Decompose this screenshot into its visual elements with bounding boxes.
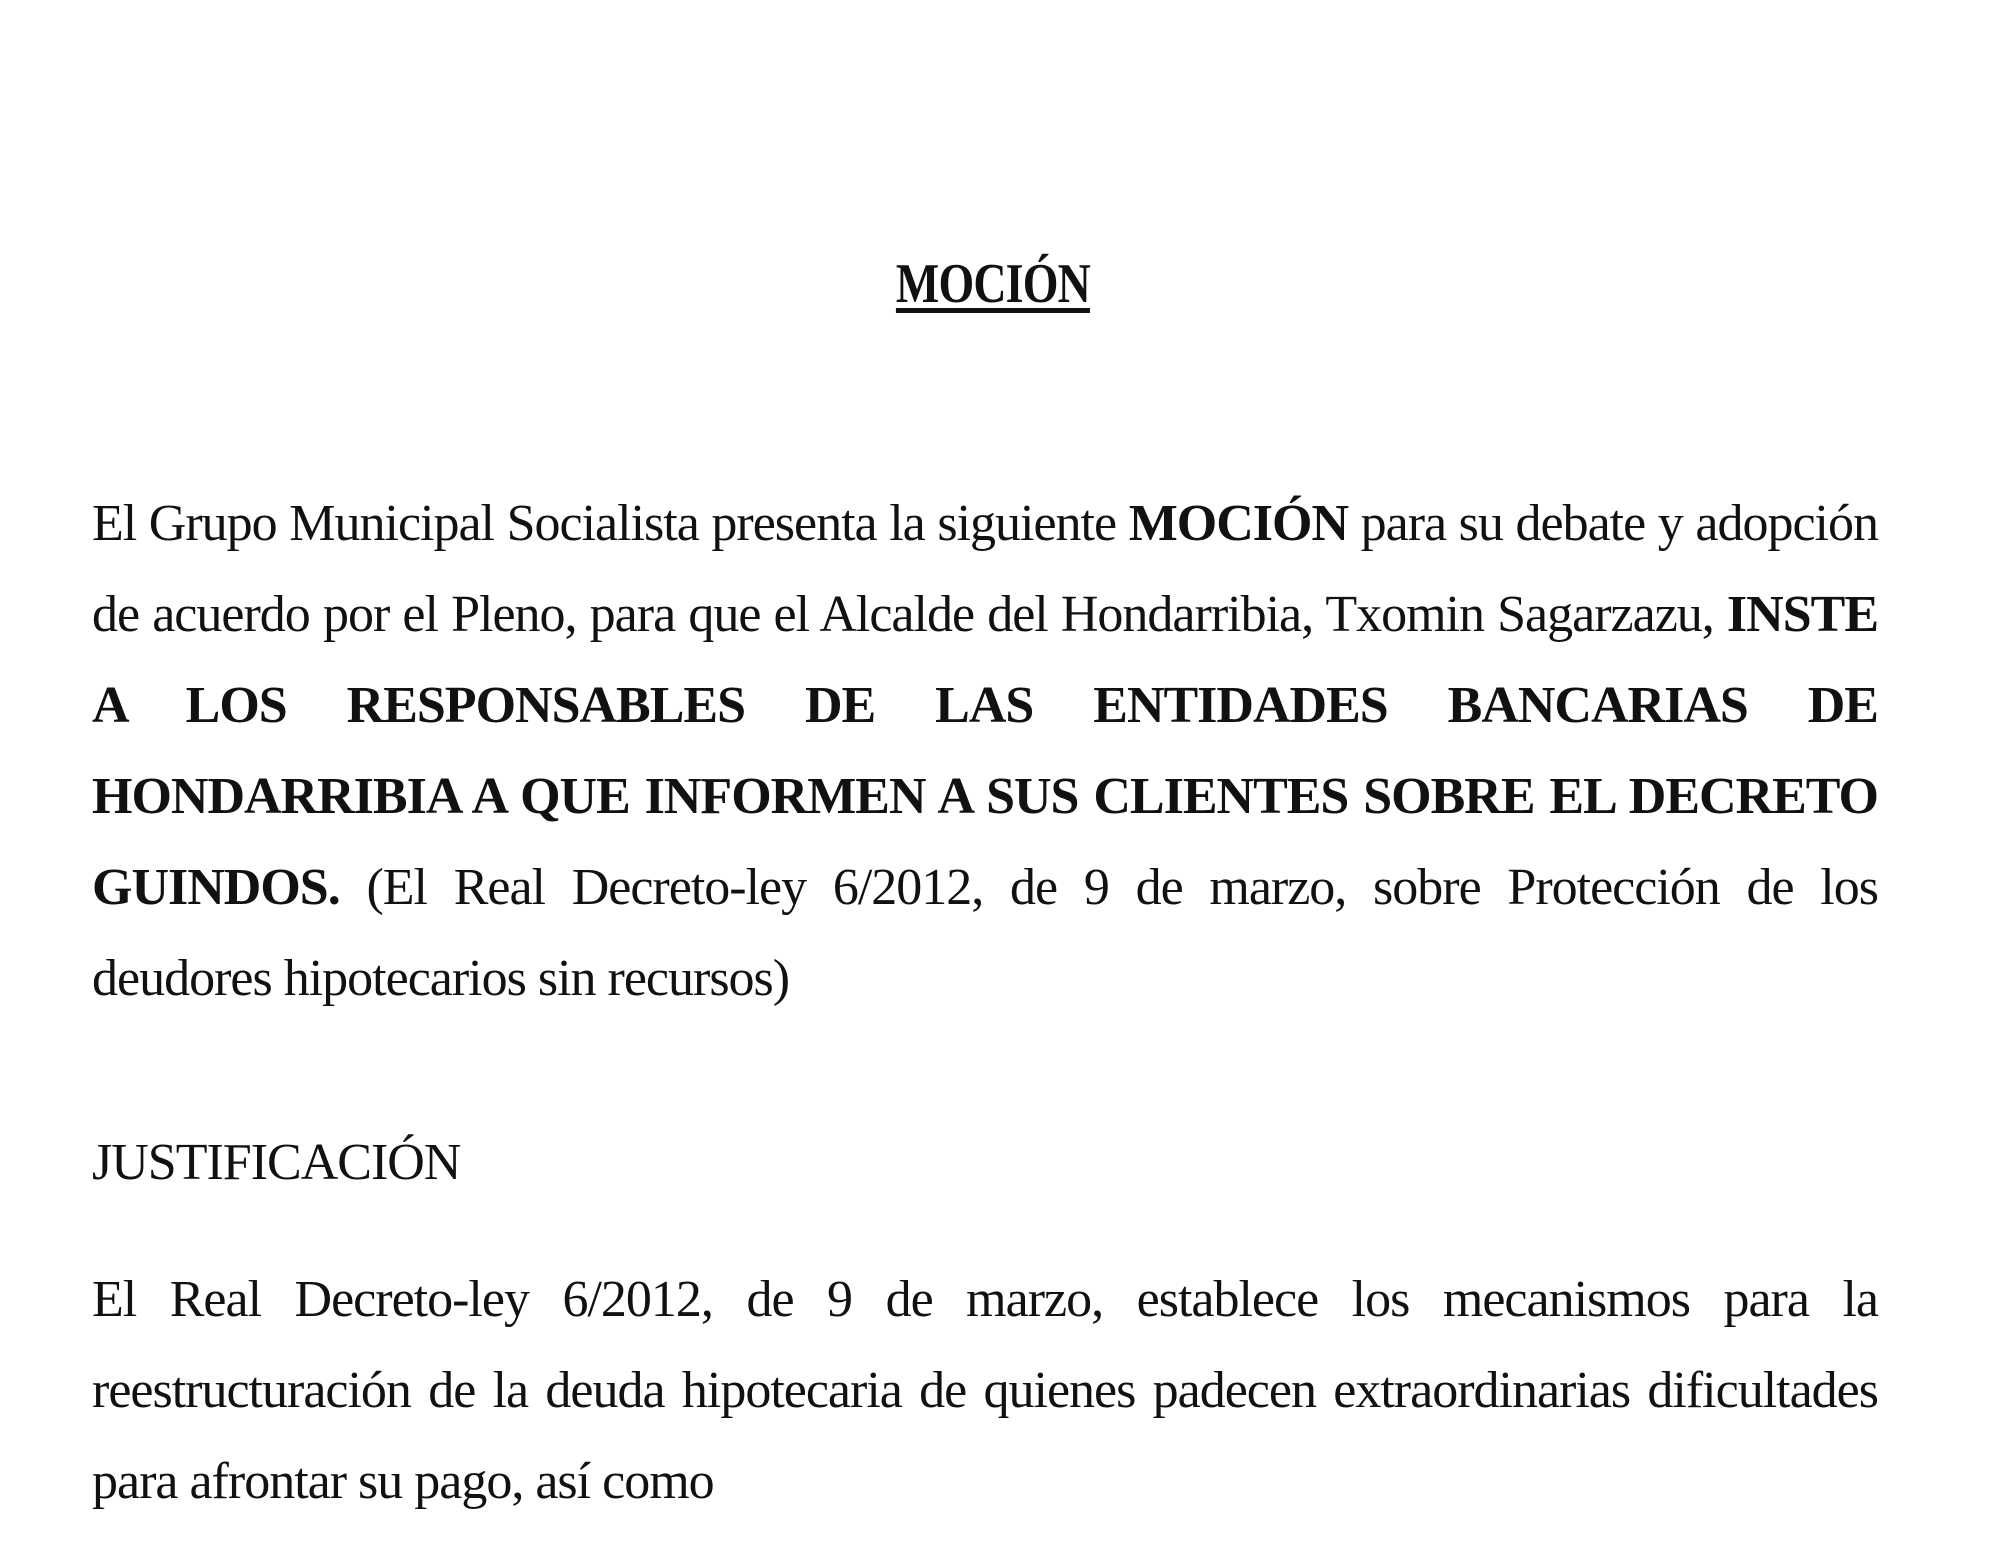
intro-bold-mocion: MOCIÓN — [1128, 495, 1349, 552]
intro-text-part-2: para su debate y adopción de acuerdo por el Pleno, para que el Alcalde del Hondarribia, Txomin Sagarzazu, — [92, 495, 1878, 643]
justification-paragraph: El Real Decreto-ley 6/2012, de 9 de marzo, establece los mecanismos para la reestructuración de la deuda hipotecaria de quienes padecen extraordinarias dificultades para afrontar su pago, así como — [92, 1271, 1878, 1510]
intro-text-part-3: (El Real Decreto-ley 6/2012, de 9 de marzo, sobre Protección de los deudores hipotecarios sin recursos) — [92, 859, 1878, 1007]
section-heading-justificacion: JUSTIFICACIÓN — [92, 1134, 461, 1191]
intro-text-part-1: El Grupo Municipal Socialista presenta la siguiente — [92, 495, 1129, 552]
document-title: MOCIÓN — [895, 253, 1090, 315]
intro-bold-request: INSTE A LOS RESPONSABLES DE LAS ENTIDADES BANCARIAS DE HONDARRIBIA A QUE INFORMEN A SUS CLIENTES SOBRE EL DECRETO GUINDOS. — [92, 586, 1878, 916]
intro-paragraph — [92, 478, 1878, 1024]
